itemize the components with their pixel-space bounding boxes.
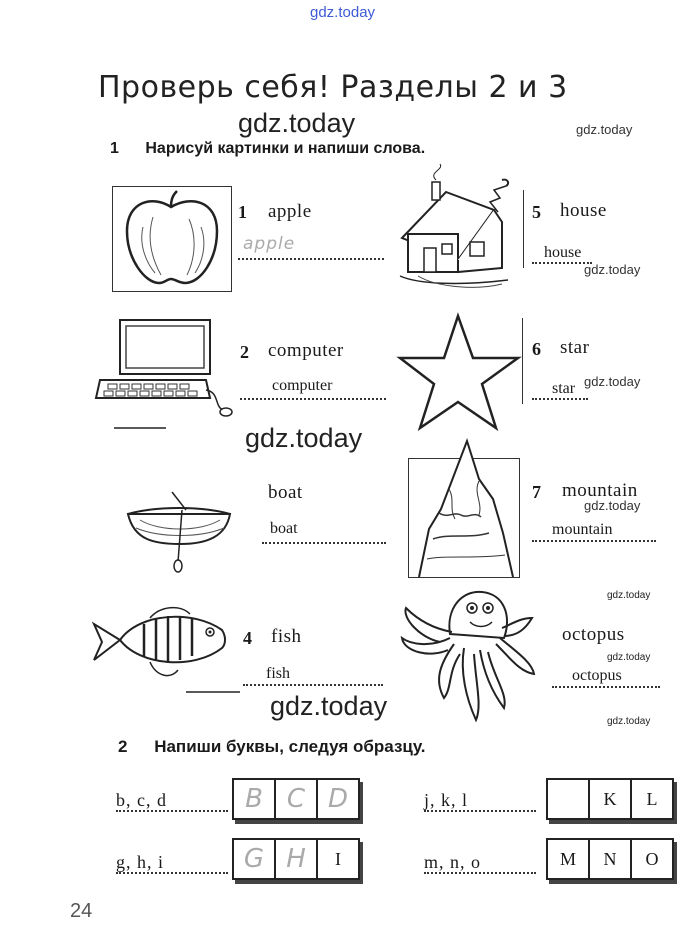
item-1-word: apple bbox=[268, 201, 312, 222]
row-2-prompt: j, k, l bbox=[424, 790, 469, 810]
page-number: 24 bbox=[70, 900, 93, 922]
row-3-line bbox=[116, 872, 228, 874]
task1-instruction: Нарисуй картинки и напиши слова. bbox=[145, 140, 426, 157]
item-6-number: 6 bbox=[532, 339, 541, 359]
watermark-top: gdz.today bbox=[310, 4, 376, 21]
item-4-word: fish bbox=[271, 626, 302, 647]
watermark-small-1: gdz.today bbox=[576, 122, 633, 137]
row-3-tiles bbox=[232, 838, 360, 880]
computer-icon bbox=[96, 318, 216, 428]
tile: M bbox=[546, 838, 588, 880]
tile: O bbox=[630, 838, 674, 880]
item-7-line bbox=[532, 540, 656, 542]
item-5-number: 5 bbox=[532, 202, 541, 222]
item-1-line bbox=[238, 258, 384, 260]
item-5-bracket bbox=[523, 190, 524, 268]
tile: D bbox=[316, 778, 360, 820]
row-1-line bbox=[116, 810, 228, 812]
mountain-icon bbox=[409, 459, 519, 577]
row-2-line bbox=[424, 810, 536, 812]
item-8-word: octopus bbox=[562, 624, 625, 645]
house-icon bbox=[398, 172, 528, 292]
item-5-line bbox=[532, 262, 592, 264]
mountain-picture-frame bbox=[408, 458, 520, 578]
item-6-bracket bbox=[522, 318, 523, 404]
watermark-small-5: gdz.today bbox=[607, 590, 651, 601]
item-7-word: mountain bbox=[562, 480, 638, 501]
tile: J bbox=[546, 778, 588, 820]
item-5-answer: house bbox=[544, 244, 582, 261]
tile: G bbox=[232, 838, 274, 880]
row-3-prompt: g, h, i bbox=[116, 852, 165, 872]
item-4-line bbox=[243, 684, 383, 686]
row-2-tiles bbox=[546, 778, 674, 820]
watermark-small-2: gdz.today bbox=[584, 262, 641, 277]
tile: L bbox=[630, 778, 674, 820]
item-3-answer: boat bbox=[270, 520, 298, 537]
star-icon bbox=[400, 312, 520, 432]
task1-number: 1 bbox=[110, 140, 119, 157]
tile: H bbox=[274, 838, 316, 880]
item-5-word: house bbox=[560, 200, 607, 221]
watermark-small-4: gdz.today bbox=[584, 498, 641, 513]
item-1-answer: apple bbox=[243, 234, 296, 254]
item-6-word: star bbox=[560, 337, 590, 358]
item-2-line bbox=[240, 398, 386, 400]
octopus-icon bbox=[400, 588, 540, 728]
item-1-number: 1 bbox=[238, 202, 247, 222]
item-4-number: 4 bbox=[243, 628, 252, 648]
row-1-tiles bbox=[232, 778, 360, 820]
task2-header bbox=[118, 737, 426, 757]
item-2-word: computer bbox=[268, 340, 344, 361]
watermark-2: gdz.today bbox=[245, 423, 363, 453]
row-4-tiles bbox=[546, 838, 674, 880]
row-4-line bbox=[424, 872, 536, 874]
item-6-answer: star bbox=[552, 380, 576, 397]
watermark-small-7: gdz.today bbox=[607, 716, 651, 727]
item-8-answer: octopus bbox=[572, 667, 622, 684]
watermark-3: gdz.today bbox=[270, 691, 388, 721]
task2-number: 2 bbox=[118, 737, 128, 756]
item-7-answer: mountain bbox=[552, 521, 613, 538]
item-2-number: 2 bbox=[240, 342, 249, 362]
item-3-line bbox=[262, 542, 386, 544]
page-title: Проверь себя! Разделы 2 и 3 bbox=[98, 70, 568, 105]
boat-icon bbox=[126, 482, 236, 572]
item-7-number: 7 bbox=[532, 482, 541, 502]
tile: C bbox=[274, 778, 316, 820]
tile: B bbox=[232, 778, 274, 820]
watermark-small-3: gdz.today bbox=[584, 374, 641, 389]
task2-instruction: Напиши буквы, следуя образцу. bbox=[154, 737, 426, 756]
row-4-prompt: m, n, o bbox=[424, 852, 482, 872]
tile: I bbox=[316, 838, 360, 880]
tile: N bbox=[588, 838, 630, 880]
fish-icon bbox=[90, 600, 230, 690]
task1-header bbox=[110, 140, 425, 158]
item-2-answer: computer bbox=[272, 377, 333, 394]
apple-icon bbox=[113, 187, 231, 291]
item-4-answer: fish bbox=[266, 665, 290, 682]
apple-picture-frame bbox=[112, 186, 232, 292]
item-6-line bbox=[532, 398, 588, 400]
item-8-line bbox=[552, 686, 660, 688]
item-3-word: boat bbox=[268, 482, 303, 503]
watermark-small-6: gdz.today bbox=[607, 652, 651, 663]
watermark-1: gdz.today bbox=[238, 108, 356, 138]
tile: K bbox=[588, 778, 630, 820]
row-1-prompt: b, c, d bbox=[116, 790, 167, 810]
